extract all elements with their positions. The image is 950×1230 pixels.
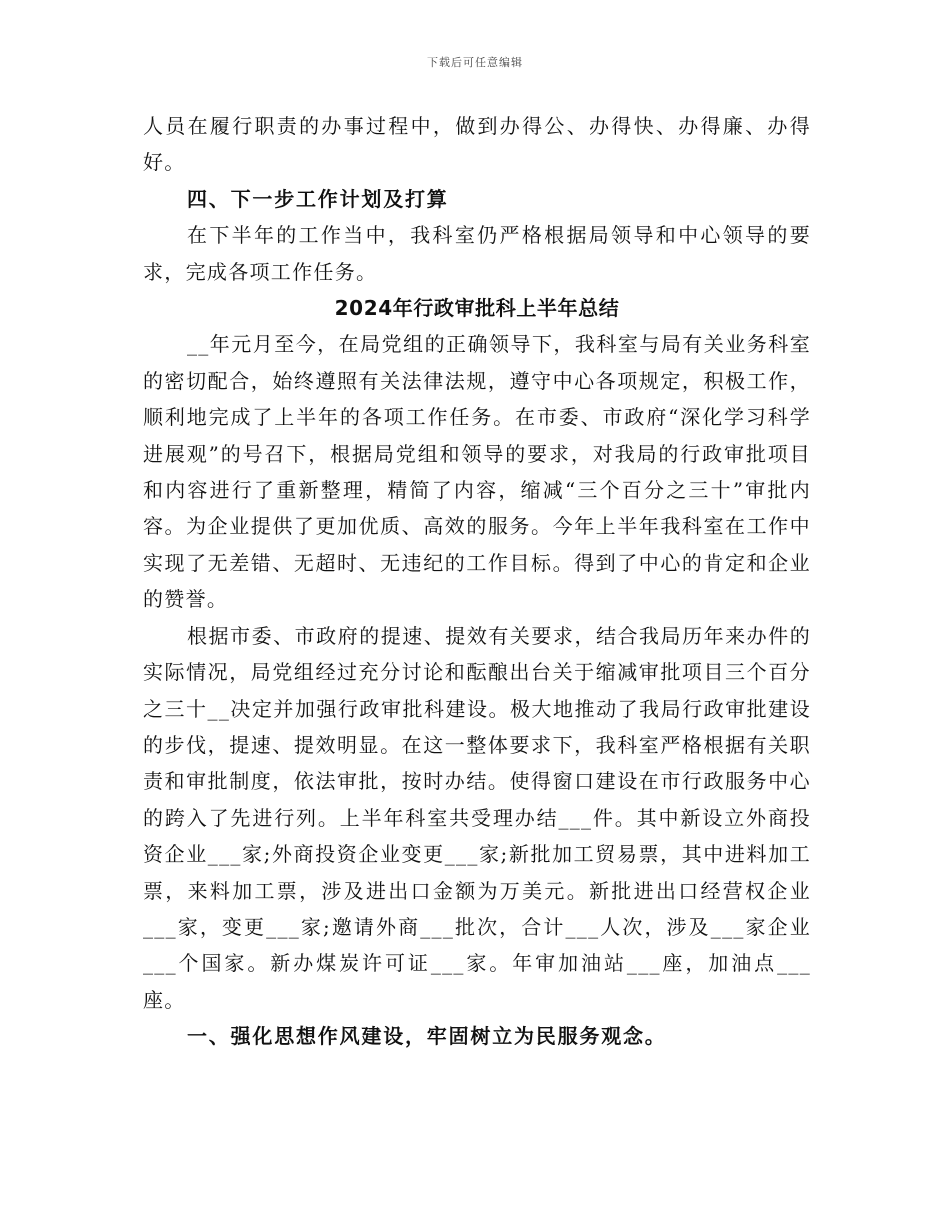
paragraph-intro: __年元月至今，在局党组的正确领导下，我科室与局有关业务科室的密切配合，始终遵照有关法律法规，遵守中心各项规定，积极工作，顺利地完成了上半年的各项工作任务。在市委、市政府“深化学习科学进展观”的号召下，根据局党组和领导的要求，对我局的行政审批项目和内容进行了重新整理，精简了内容，缩减“三个百分之三十”审批内容。为企业提供了更加优质、高效的服务。今年上半年我科室在工作中实现了无差错、无超时、无违纪的工作目标。得到了中心的肯定和企业的赞誉。: [143, 332, 811, 612]
paragraph-main: 根据市委、市政府的提速、提效有关要求，结合我局历年来办件的实际情况，局党组经过充分讨论和酝酿出台关于缩减审批项目三个百分之三十__决定并加强行政审批科建设。极大地推动了我局行政审批建设的步伐，提速、提效明显。在这一整体要求下，我科室严格根据有关职责和审批制度，依法审批，按时办结。使得窗口建设在市行政服务中心的跨入了先进行列。上半年科室共受理办结___件。其中新设立外商投资企业___家;外商投资企业变更___家;新批加工贸易票，其中进料加工票，来料加工票，涉及进出口金额为万美元。新批进出口经营权企业___家，变更___家;邀请外商___批次，合计___人次，涉及___家企业___个国家。新办煤炭许可证___家。年审加油站___座，加油点___座。: [143, 623, 811, 1012]
document-body: [143, 108, 811, 1055]
page-header: 下载后可任意编辑: [427, 56, 523, 69]
paragraph-plan: 在下半年的工作当中，我科室仍严格根据局领导和中心领导的要求，完成各项工作任务。: [143, 223, 811, 284]
paragraph-continued: 人员在履行职责的办事过程中，做到办得公、办得快、办得廉、办得好。: [143, 114, 811, 175]
document-title: 2024年行政审批科上半年总结: [334, 296, 620, 321]
section-heading-next-plan: 四、下一步工作计划及打算: [187, 186, 449, 211]
section-heading-style-building: 一、强化思想作风建设，牢固树立为民服务观念。: [187, 1024, 667, 1049]
